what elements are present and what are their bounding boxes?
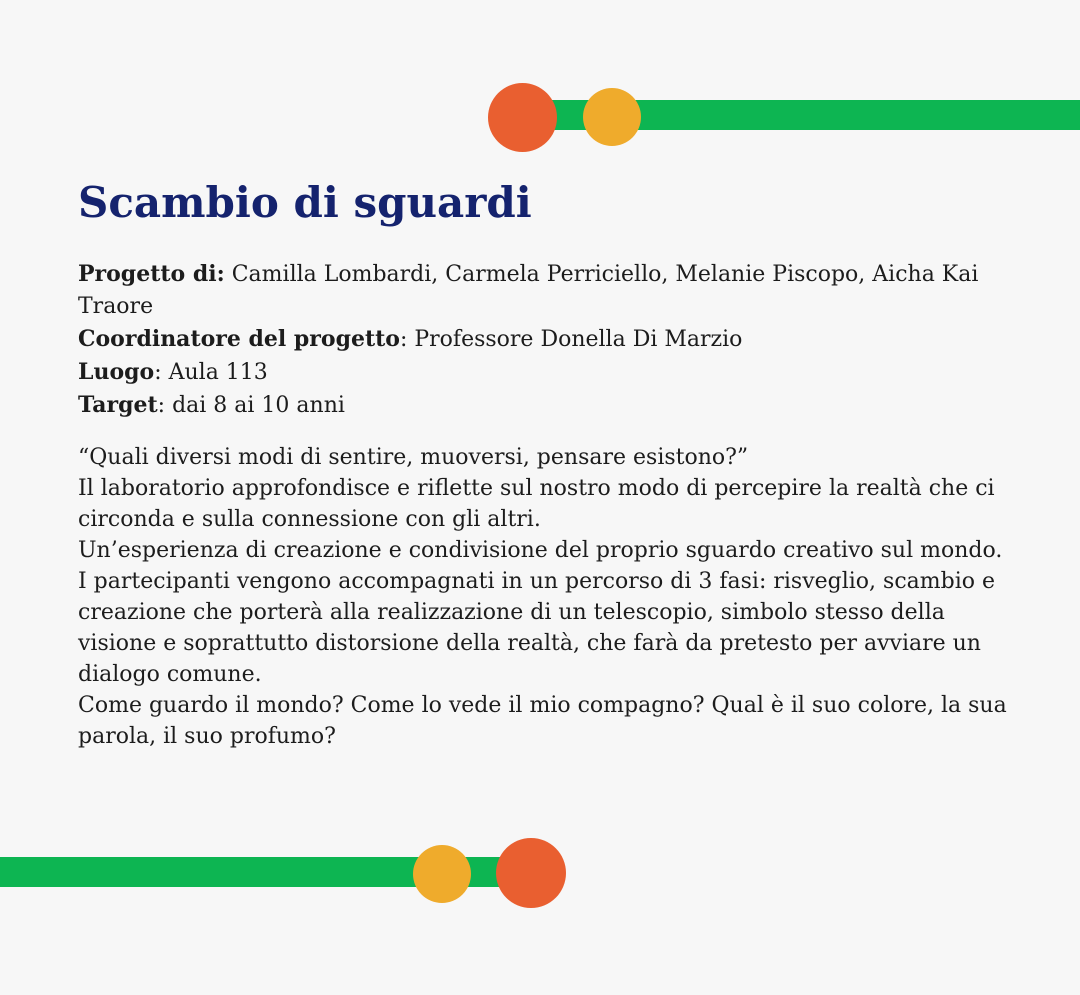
- location-value: Aula 113: [168, 360, 268, 385]
- authors-value: Camilla Lombardi, Carmela Perriciello, Melanie Piscopo, Aicha Kai Traore: [78, 262, 979, 319]
- description-paragraph: “Quali diversi modi di sentire, muoversi, pensare esistono?”: [78, 445, 749, 470]
- top-yellow-circle: [583, 88, 641, 146]
- description: [78, 442, 1008, 752]
- target-line: Target: dai 8 ai 10 anni: [78, 392, 345, 418]
- authors-label: Progetto di:: [78, 261, 225, 287]
- location-label: Luogo: [78, 359, 155, 385]
- target-value: dai 8 ai 10 anni: [172, 393, 345, 418]
- location-line: Luogo: Aula 113: [78, 359, 268, 385]
- description-paragraph: Il laboratorio approfondisce e riflette sul nostro modo di percepire la realtà che ci circonda e sulla connessione con gli altri.: [78, 476, 995, 532]
- top-orange-circle: [488, 83, 557, 152]
- description-paragraph: I partecipanti vengono accompagnati in un percorso di 3 fasi: risveglio, scambio e creazione che porterà alla realizzazione di un telescopio, simbolo stesso della visione e soprattutto distorsione della realtà, che farà da pretesto per avviare un dialogo comune.: [78, 569, 996, 687]
- bottom-orange-circle: [496, 838, 566, 908]
- coordinator-line: Coordinatore del progetto: Professore Donella Di Marzio: [78, 326, 743, 352]
- coordinator-value: Professore Donella Di Marzio: [414, 327, 743, 352]
- coordinator-label: Coordinatore del progetto: [78, 326, 400, 352]
- page-title: Scambio di sguardi: [78, 178, 532, 227]
- project-info: [78, 258, 1008, 422]
- description-paragraph: Un’esperienza di creazione e condivisione del proprio sguardo creativo sul mondo.: [78, 538, 1003, 563]
- description-paragraph: Come guardo il mondo? Come lo vede il mio compagno? Qual è il suo colore, la sua parola, il suo profumo?: [78, 693, 1007, 749]
- bottom-yellow-circle: [413, 845, 471, 903]
- content: [78, 170, 1008, 752]
- authors-line: [78, 258, 1008, 323]
- target-label: Target: [78, 392, 158, 418]
